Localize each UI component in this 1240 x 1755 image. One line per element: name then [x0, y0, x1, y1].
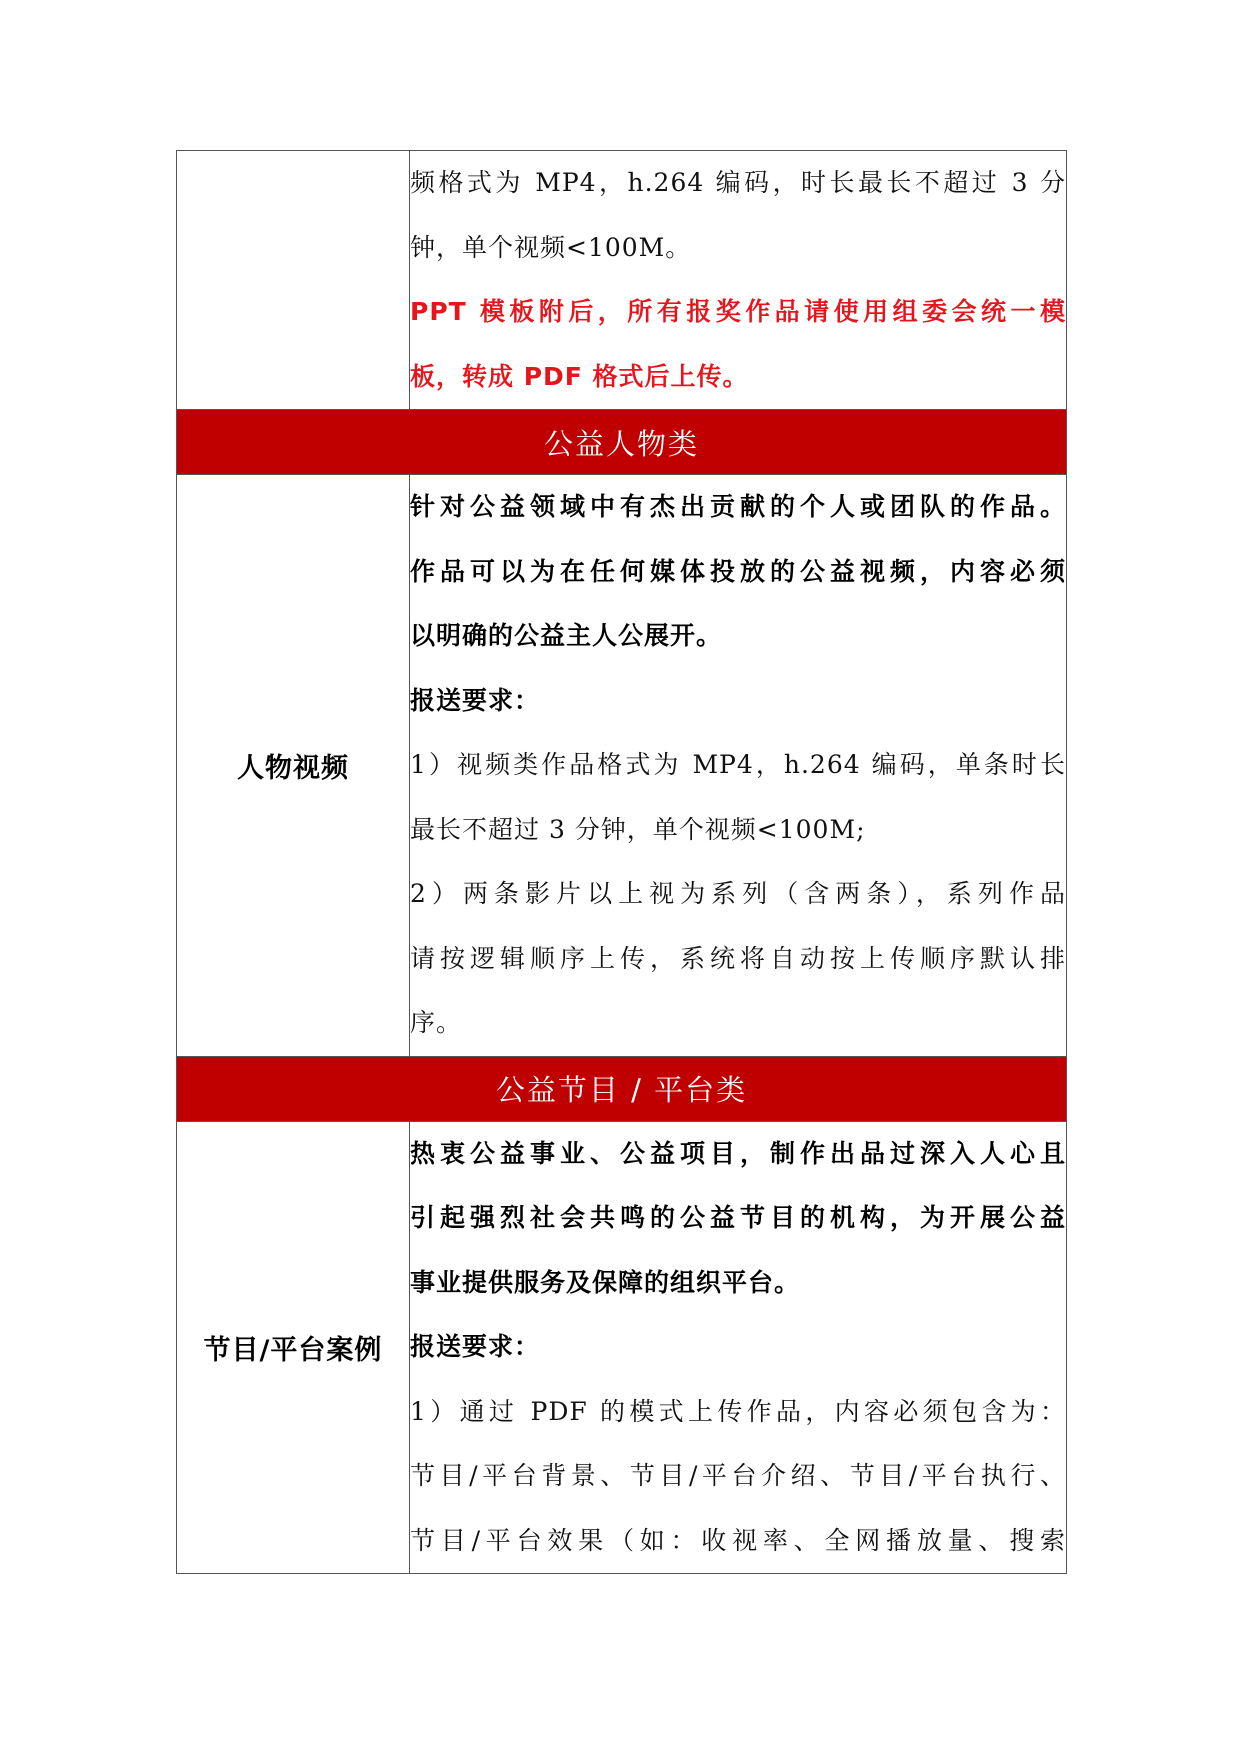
description-line: 以明确的公益主人公展开。	[410, 621, 723, 650]
section-header-programs-platforms: 公益节目 / 平台类	[177, 1056, 1067, 1121]
description-line: 针对公益领域中有杰出贡献的个人或团队的作品。	[410, 492, 1066, 521]
description-line: 热衷公益事业、公益项目，制作出品过深入人心且	[410, 1138, 1066, 1168]
description-line: 事业提供服务及保障的组织平台。	[410, 1267, 801, 1297]
section-header-row	[177, 410, 1067, 475]
requirements-title: 报送要求：	[410, 685, 541, 715]
requirement-line: 1）视频类作品格式为 MP4，h.264 编码，单条时长	[410, 750, 1066, 779]
section-row	[177, 1121, 1067, 1574]
requirement-line: 请按逻辑顺序上传，系统将自动按上传顺序默认排	[410, 943, 1066, 973]
description-line: 引起强烈社会共鸣的公益节目的机构，为开展公益	[410, 1203, 1066, 1232]
requirement-line: 节目/平台背景、节目/平台介绍、节目/平台执行、	[410, 1461, 1066, 1490]
continuation-content	[410, 151, 1067, 410]
section-content	[410, 1121, 1067, 1574]
section-row	[177, 475, 1067, 1057]
section-header-welfare-people: 公益人物类	[177, 410, 1067, 475]
description-line: 作品可以为在任何媒体投放的公益视频，内容必须	[410, 556, 1066, 586]
text-line: 钟，单个视频<100M。	[410, 232, 692, 262]
requirement-line: 最长不超过 3 分钟，单个视频<100M;	[410, 814, 866, 844]
requirement-line: 节目/平台效果（如：收视率、全网播放量、搜索	[410, 1525, 1066, 1555]
section-content	[410, 475, 1067, 1057]
category-people-video: 人物视频	[177, 475, 410, 1057]
requirements-title: 报送要求：	[410, 1332, 541, 1361]
continuation-row	[177, 151, 1067, 410]
template-notice-line: PPT 模板附后，所有报奖作品请使用组委会统一模	[410, 297, 1066, 326]
template-notice-line: 板，转成 PDF 格式后上传。	[410, 361, 749, 391]
category-program-platform-case: 节目/平台案例	[177, 1121, 410, 1574]
empty-category-cell	[177, 151, 410, 410]
section-header-row	[177, 1056, 1067, 1121]
text-line: 频格式为 MP4，h.264 编码，时长最长不超过 3 分	[410, 168, 1066, 197]
requirement-line: 2）两条影片以上视为系列（含两条），系列作品	[410, 879, 1066, 908]
requirement-line: 序。	[410, 1008, 463, 1037]
entry-requirements-table	[176, 150, 1067, 1574]
requirement-line: 1）通过 PDF 的模式上传作品，内容必须包含为：	[410, 1396, 1066, 1426]
